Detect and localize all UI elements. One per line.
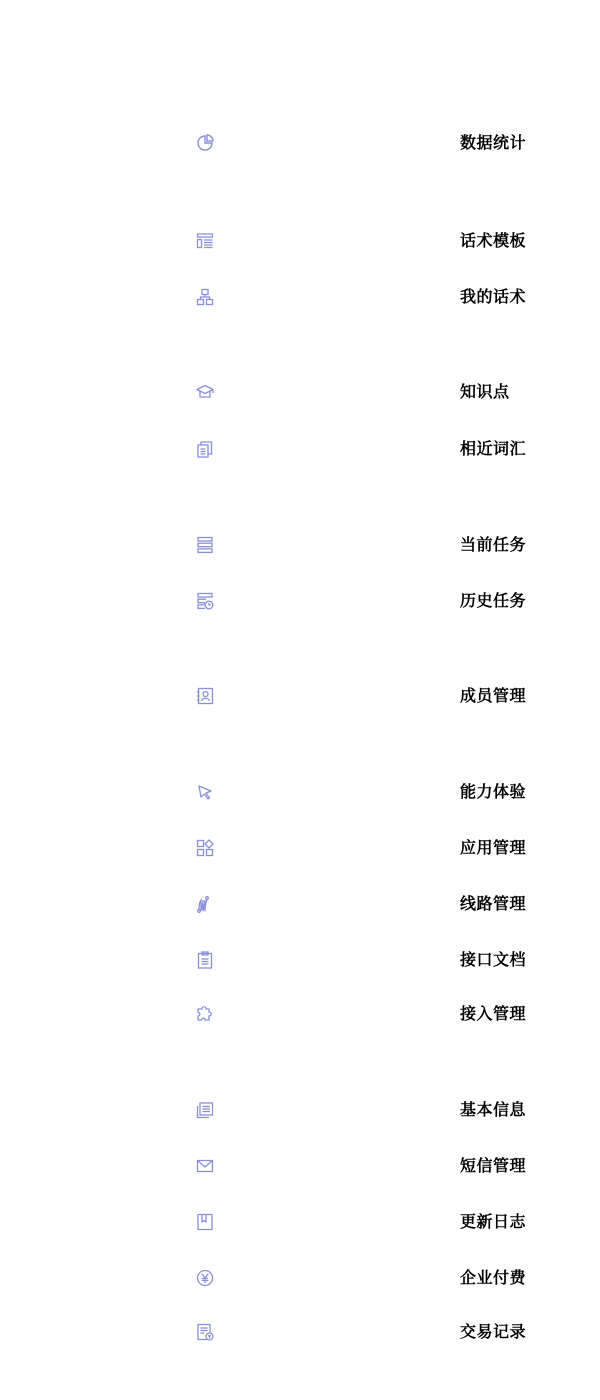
menu-item-label: 交易记录 <box>460 1322 527 1341</box>
menu-item-task-history[interactable] <box>0 581 600 621</box>
menu-item-label: 短信管理 <box>460 1156 527 1175</box>
app-grid-icon <box>195 839 215 857</box>
menu-item-label: 基本信息 <box>460 1100 527 1119</box>
menu-item-label: 相近词汇 <box>460 439 527 458</box>
menu-item-knowledge-points[interactable] <box>0 372 600 412</box>
menu-item-current-tasks[interactable] <box>0 525 600 565</box>
menu-item-member-management[interactable] <box>0 676 600 716</box>
puzzle-piece-icon <box>195 1005 215 1023</box>
pie-chart-icon <box>195 134 215 152</box>
envelope-icon <box>195 1157 215 1175</box>
menu-item-route-management[interactable] <box>0 884 600 924</box>
clipboard-icon <box>195 951 215 969</box>
menu-item-label: 数据统计 <box>460 133 527 152</box>
menu-item-label: 能力体验 <box>460 782 527 801</box>
receipt-icon <box>195 1323 215 1341</box>
info-docs-icon <box>195 1101 215 1119</box>
menu-item-label: 应用管理 <box>460 838 527 857</box>
route-lines-icon <box>195 895 215 913</box>
menu-item-label: 当前任务 <box>460 535 527 554</box>
menu-item-sms-management[interactable] <box>0 1146 600 1186</box>
menu-item-script-templates[interactable] <box>0 221 600 261</box>
menu-item-enterprise-payment[interactable] <box>0 1258 600 1298</box>
menu-item-changelog[interactable] <box>0 1202 600 1242</box>
task-history-icon <box>195 592 215 610</box>
org-tree-icon <box>195 288 215 306</box>
menu-item-basic-info[interactable] <box>0 1090 600 1130</box>
menu-item-label: 知识点 <box>460 382 510 401</box>
menu-item-label: 我的话术 <box>460 287 527 306</box>
menu-item-app-management[interactable] <box>0 828 600 868</box>
menu-item-label: 线路管理 <box>460 894 527 913</box>
contact-card-icon <box>195 687 215 705</box>
menu-item-label: 企业付费 <box>460 1268 527 1287</box>
menu-item-data-statistics[interactable] <box>0 123 600 163</box>
menu-item-label: 历史任务 <box>460 591 527 610</box>
stacked-documents-icon <box>195 440 215 458</box>
pointer-cursor-icon <box>195 783 215 801</box>
menu-item-access-management[interactable] <box>0 994 600 1034</box>
menu-item-api-docs[interactable] <box>0 940 600 980</box>
stacked-bars-icon <box>195 536 215 554</box>
yuan-coin-icon <box>195 1269 215 1287</box>
template-list-icon <box>195 232 215 250</box>
menu-item-label: 话术模板 <box>460 231 527 250</box>
menu-item-capability-trial[interactable] <box>0 772 600 812</box>
menu-item-label: 接入管理 <box>460 1004 527 1023</box>
bookmark-log-icon <box>195 1213 215 1231</box>
menu-item-label: 接口文档 <box>460 950 527 969</box>
menu-item-label: 更新日志 <box>460 1212 527 1231</box>
graduation-cap-icon <box>195 383 215 401</box>
menu-item-similar-words[interactable] <box>0 429 600 469</box>
menu-item-my-scripts[interactable] <box>0 277 600 317</box>
menu-item-transaction-records[interactable] <box>0 1312 600 1352</box>
menu-item-label: 成员管理 <box>460 686 527 705</box>
